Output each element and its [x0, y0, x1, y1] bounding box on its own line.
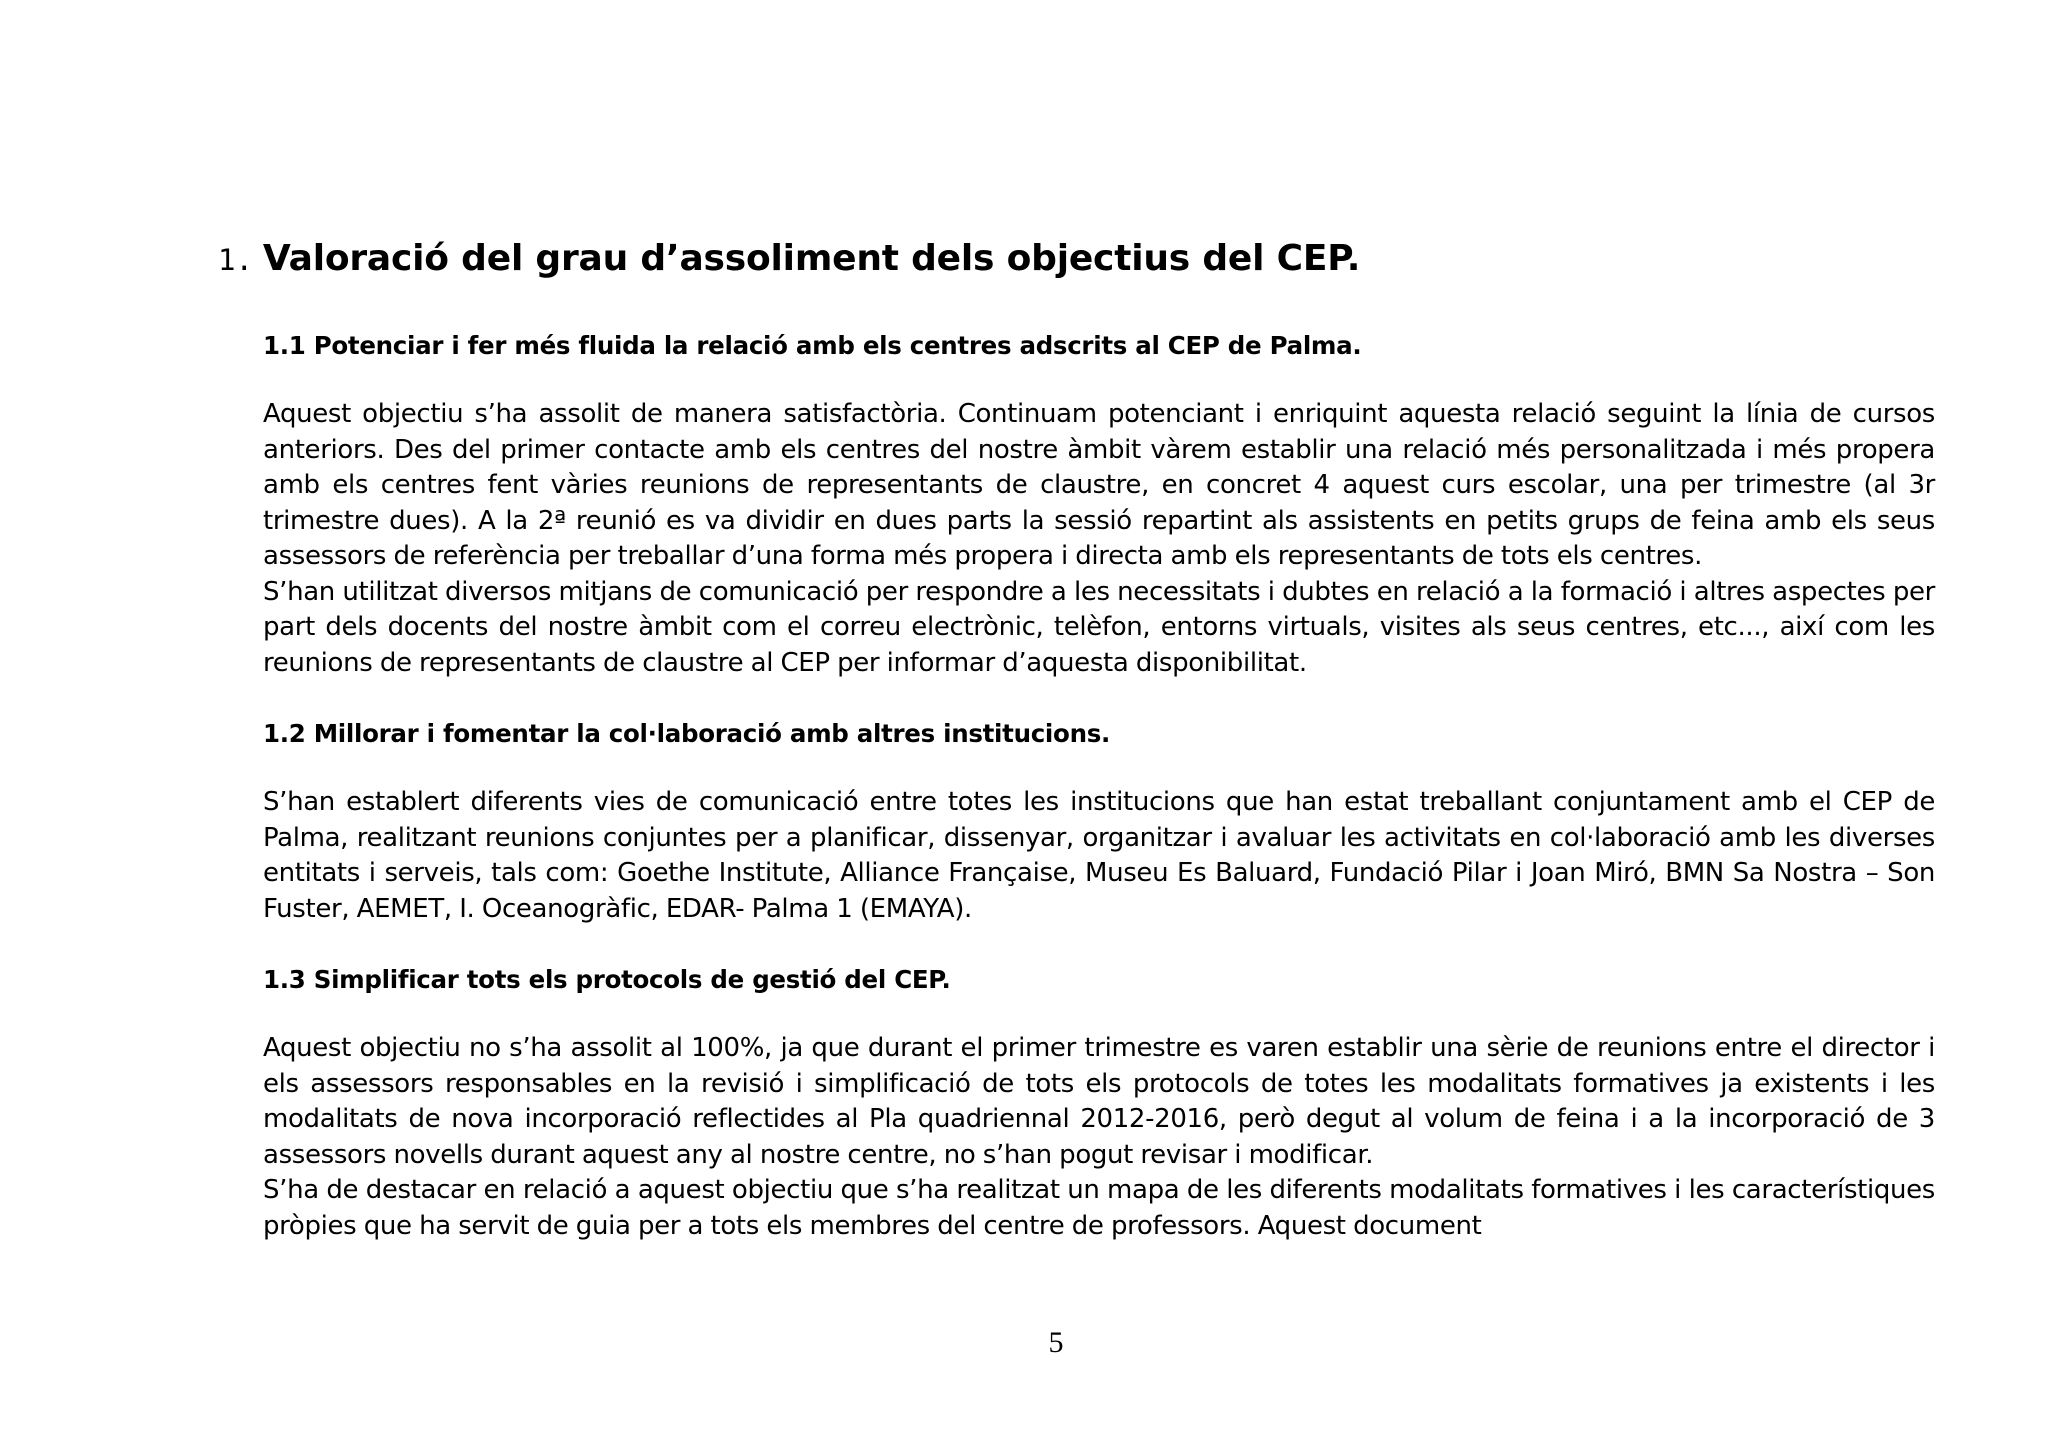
main-heading [218, 238, 1360, 279]
document-body [263, 328, 1935, 1244]
paragraph: Aquest objectiu s’ha assolit de manera satisfactòria. Continuam potenciant i enriquint aquesta relació seguint la línia de cursos anteriors. Des del primer contacte amb els centres del nostre àmbit vàrem establir una relació més personalitzada i més propera amb els centres fent vàries reunions de representants de claustre, en concret 4 aquest curs escolar, una per trimestre (al 3r trimestre dues). A la 2ª reunió es va dividir en dues parts la sessió repartint als assistents en petits grups de feina amb els seus assessors de referència per treballar d’una forma més propera i directa amb els representants de tots els centres. [263, 399, 1935, 571]
heading-number: 1. [218, 243, 253, 277]
paragraph: Aquest objectiu no s’ha assolit al 100%, ja que durant el primer trimestre es varen establir una sèrie de reunions entre el director i els assessors responsables en la revisió i simplificació de tots els protocols de totes les modalitats formatives ja existents i les modalitats de nova incorporació reflectides al Pla quadriennal 2012-2016, però degut al volum de feina i a la incorporació de 3 assessors novells durant aquest any al nostre centre, no s’han pogut revisar i modificar. [263, 1033, 1935, 1170]
section-title: 1.3 Simplificar tots els protocols de gestió del CEP. [263, 965, 951, 994]
section-title: 1.1 Potenciar i fer més fluida la relació amb els centres adscrits al CEP de Palma. [263, 331, 1362, 360]
section-1-3 [263, 962, 1935, 1244]
page-number: 5 [1048, 1326, 1064, 1359]
heading-title: Valoració del grau d’assoliment dels objectius del CEP. [262, 238, 1361, 279]
section-1-1 [263, 328, 1935, 681]
paragraph: S’han establert diferents vies de comunicació entre totes les institucions que han estat treballant conjuntament amb el CEP de Palma, realitzant reunions conjuntes per a planificar, dissenyar, organitzar i avaluar les activitats en col·laboració amb les diverses entitats i serveis, tals com: Goethe Institute, Alliance Française, Museu Es Baluard, Fundació Pilar i Joan Miró, BMN Sa Nostra – Son Fuster, AEMET, I. Oceanogràfic, EDAR- Palma 1 (EMAYA). [263, 787, 1935, 924]
paragraph: S’han utilitzat diversos mitjans de comunicació per respondre a les necessitats i dubtes en relació a la formació i altres aspectes per part dels docents del nostre àmbit com el correu electrònic, telèfon, entorns virtuals, visites als seus centres, etc..., així com les reunions de representants de claustre al CEP per informar d’aquesta disponibilitat. [263, 576, 1935, 678]
section-title: 1.2 Millorar i fomentar la col·laboració amb altres institucions. [263, 719, 1110, 748]
section-1-2 [263, 716, 1935, 927]
paragraph: S’ha de destacar en relació a aquest objectiu que s’ha realitzat un mapa de les diferents modalitats formatives i les característiques pròpies que ha servit de guia per a tots els membres del centre de professors. Aquest document [263, 1175, 1935, 1241]
